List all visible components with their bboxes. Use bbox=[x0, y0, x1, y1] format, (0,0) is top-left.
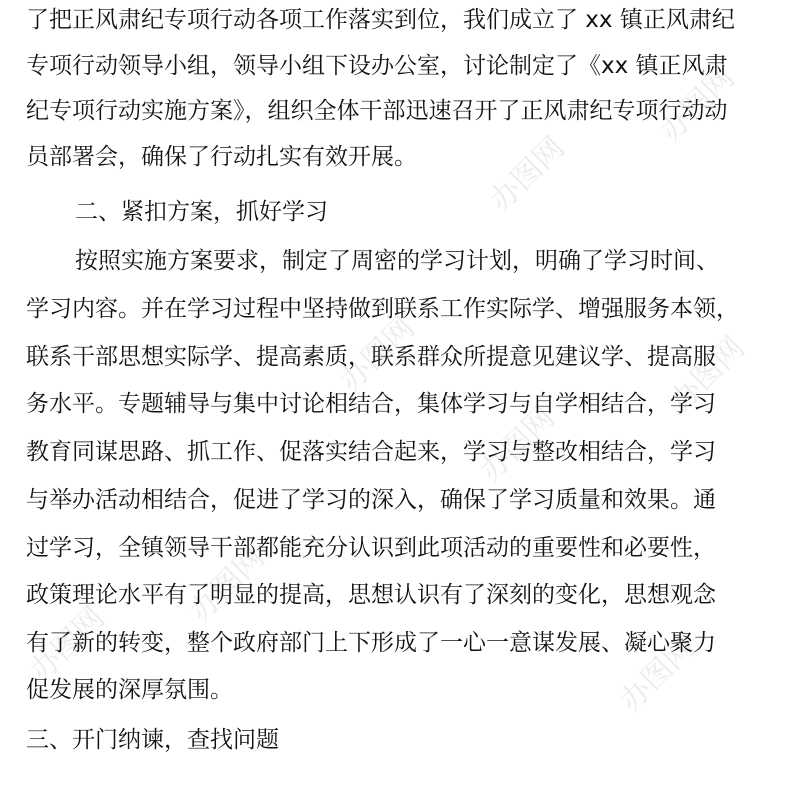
watermark: 办图网 bbox=[183, 540, 272, 629]
body-text-line: 与举办活动相结合，促进了学习的深入，确保了学习质量和效果。通 bbox=[26, 487, 716, 513]
body-text-line: 员部署会，确保了行动扎实有效开展。 bbox=[26, 144, 417, 170]
watermark: 办图网 bbox=[613, 630, 702, 719]
watermark: 办图网 bbox=[483, 130, 572, 219]
body-text-line: 了把正风肃纪专项行动各项工作落实到位，我们成立了 xx 镇正风肃纪 bbox=[26, 7, 735, 33]
body-text-line: 有了新的转变，整个政府部门上下形成了一心一意谋发展、凝心聚力 bbox=[26, 630, 716, 656]
body-text-line: 专项行动领导小组，领导小组下设办公室，讨论制定了《xx 镇正风肃 bbox=[26, 53, 728, 79]
watermark: 办图网 bbox=[653, 60, 742, 149]
body-text-line: 过学习，全镇领导干部都能充分认识到此项活动的重要性和必要性， bbox=[26, 535, 716, 561]
section-heading: 三、开门纳谏，查找问题 bbox=[26, 727, 279, 753]
watermark: 办图网 bbox=[473, 400, 562, 489]
body-text-line: 学习内容。并在学习过程中坚持做到联系工作实际学、增强服务本领， bbox=[26, 296, 739, 322]
watermark: 办图网 bbox=[663, 330, 752, 419]
body-text-line: 纪专项行动实施方案》，组织全体干部迅速召开了正风肃纪专项行动动 bbox=[26, 98, 728, 124]
body-text-line: 务水平。专题辅导与集中讨论相结合，集体学习与自学相结合，学习 bbox=[26, 391, 716, 417]
section-heading: 二、紧扣方案，抓好学习 bbox=[75, 199, 328, 225]
body-text-line: 政策理论水平有了明显的提高，思想认识有了深刻的变化，思想观念 bbox=[26, 582, 716, 608]
body-text-line: 按照实施方案要求，制定了周密的学习计划，明确了学习时间、 bbox=[75, 248, 719, 274]
watermark: 办图网 bbox=[23, 600, 112, 689]
body-text-line: 教育同谋思路、抓工作、促落实结合起来，学习与整改相结合，学习 bbox=[26, 439, 716, 465]
body-text-line: 联系干部思想实际学、提高素质，联系群众所提意见建议学、提高服 bbox=[26, 344, 716, 370]
watermark: 办图网 bbox=[333, 310, 422, 399]
body-text-line: 促发展的深厚氛围。 bbox=[26, 677, 233, 703]
